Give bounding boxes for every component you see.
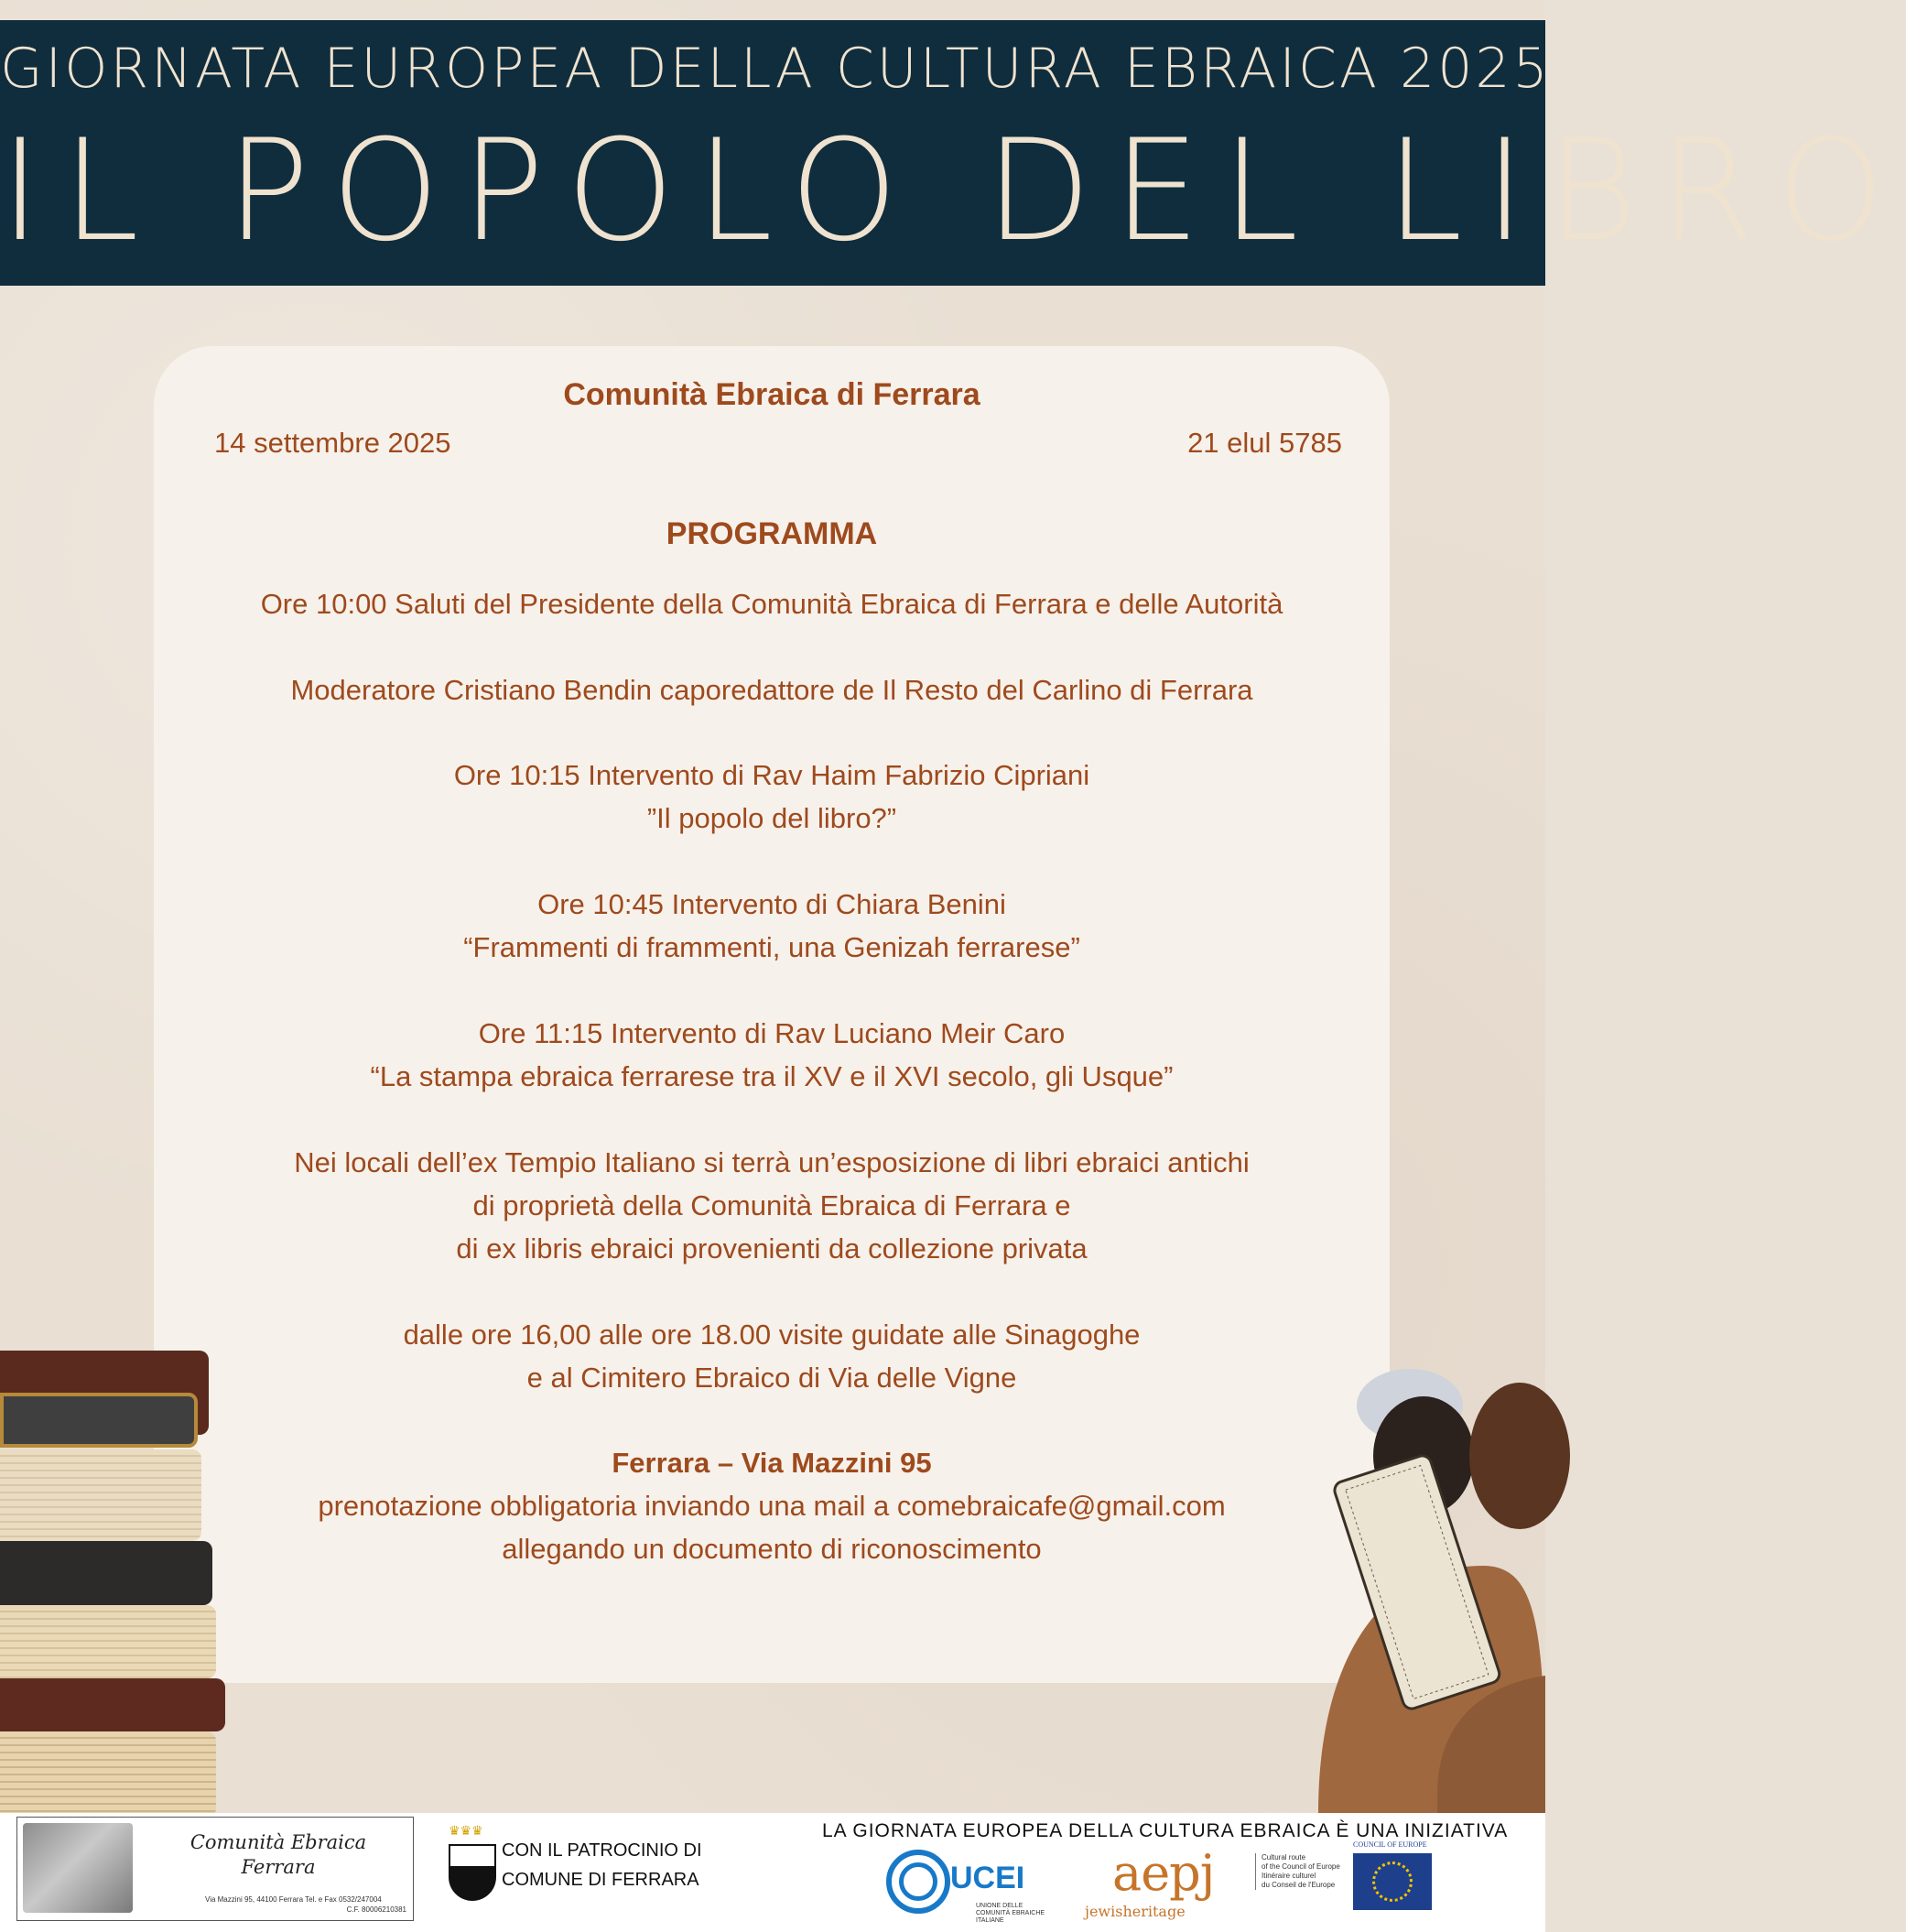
program-line-caro-title: “La stampa ebraica ferrarese tra il XV e il XVI secolo, gli Usque”	[370, 1060, 1174, 1092]
logo-address	[205, 1894, 406, 1915]
logo-name-line-1: Comunità Ebraica	[190, 1831, 367, 1853]
aepj-subtitle: jewisheritage	[1085, 1903, 1186, 1920]
eu-flag-icon	[1353, 1853, 1432, 1910]
ucei-name: UCEI	[950, 1861, 1025, 1895]
patronage-line-2: COMUNE DI FERRARA	[502, 1870, 699, 1890]
crown-icon: ♛♛♛	[449, 1824, 483, 1839]
date-hebrew: 21 elul 5785	[1187, 427, 1342, 459]
figure-illustration	[1300, 1355, 1545, 1813]
aepj-route-line-3: Itinéraire culturel	[1262, 1872, 1316, 1880]
community-logo-box	[16, 1817, 414, 1921]
date-gregorian: 14 settembre 2025	[214, 427, 451, 459]
aepj-route-line-4: du Conseil de l'Europe	[1262, 1881, 1336, 1889]
logo-cf-line: C.F. 80006210381	[346, 1905, 406, 1914]
aepj-route-line-1: Cultural route	[1262, 1853, 1306, 1861]
program-line-caro: Ore 11:15 Intervento di Rav Luciano Meir Caro	[478, 1017, 1066, 1049]
aepj-route-text	[1255, 1853, 1362, 1890]
program-line-saluti: Ore 10:00 Saluti del Presidente della Comunità Ebraica di Ferrara e delle Autorità	[260, 588, 1283, 620]
torah-figure-icon	[1300, 1355, 1545, 1813]
council-of-europe-logo	[1353, 1840, 1432, 1928]
synagogue-emblem-icon	[23, 1823, 133, 1913]
program-line-cipriani-title: ”Il popolo del libro?”	[646, 802, 897, 834]
tours-line-1: dalle ore 16,00 alle ore 18.00 visite guidate alle Sinagoghe	[403, 1319, 1141, 1351]
tours-line-2: e al Cimitero Ebraico di Via delle Vigne	[526, 1362, 1017, 1394]
exhibition-line-1: Nei locali dell’ex Tempio Italiano si terrà un’esposizione di libri ebraici antichi	[294, 1146, 1250, 1178]
program-line-benini-title: “Frammenti di frammenti, una Genizah ferrarese”	[463, 931, 1080, 963]
logo-address-line: Via Mazzini 95, 44100 Ferrara Tel. e Fax 0532/247004	[205, 1895, 382, 1904]
ferrara-shield-icon	[449, 1844, 496, 1901]
booking-line-2: allegando un documento di riconoscimento	[502, 1533, 1042, 1565]
event-subtitle: GIORNATA EUROPEA DELLA CULTURA EBRAICA 2025	[0, 37, 1551, 101]
patronage-line-1: CON IL PATROCINIO DI	[502, 1840, 702, 1861]
program-line-benini: Ore 10:45 Intervento di Chiara Benini	[537, 888, 1006, 920]
ucei-subtitle: UNIONE DELLE COMUNITÀ EBRAICHE ITALIANE	[976, 1903, 1045, 1924]
program-card	[154, 346, 1390, 1683]
aepj-route-line-2: of the Council of Europe	[1262, 1862, 1340, 1871]
books-illustration	[0, 1351, 229, 1818]
location-address: Ferrara – Via Mazzini 95	[612, 1447, 932, 1479]
initiative-statement: LA GIORNATA EUROPEA DELLA CULTURA EBRAICA È UNA INIZIATIVA	[822, 1820, 1509, 1841]
ucei-logo	[886, 1850, 1045, 1928]
coe-label: COUNCIL OF EUROPE	[1353, 1840, 1427, 1849]
footer	[0, 1813, 1545, 1932]
exhibition-line-3: di ex libris ebraici provenienti da collezione privata	[456, 1232, 1088, 1264]
organizer-title: Comunità Ebraica di Ferrara	[563, 377, 980, 412]
aepj-name: aepj	[1112, 1844, 1215, 1902]
exhibition-line-2: di proprietà della Comunità Ebraica di Ferrara e	[472, 1189, 1071, 1221]
event-title: IL POPOLO DEL LIBRO	[0, 110, 1906, 273]
header-banner	[0, 20, 1906, 286]
program-line-moderatore: Moderatore Cristiano Bendin caporedattore de Il Resto del Carlino di Ferrara	[290, 674, 1253, 706]
program-heading: PROGRAMMA	[666, 516, 878, 551]
booking-line-1: prenotazione obbligatoria inviando una mail a comebraicafe@gmail.com	[318, 1490, 1226, 1522]
logo-name	[155, 1830, 402, 1880]
logo-name-line-2: Ferrara	[241, 1856, 316, 1878]
program-line-cipriani: Ore 10:15 Intervento di Rav Haim Fabrizio Cipriani	[453, 759, 1090, 791]
